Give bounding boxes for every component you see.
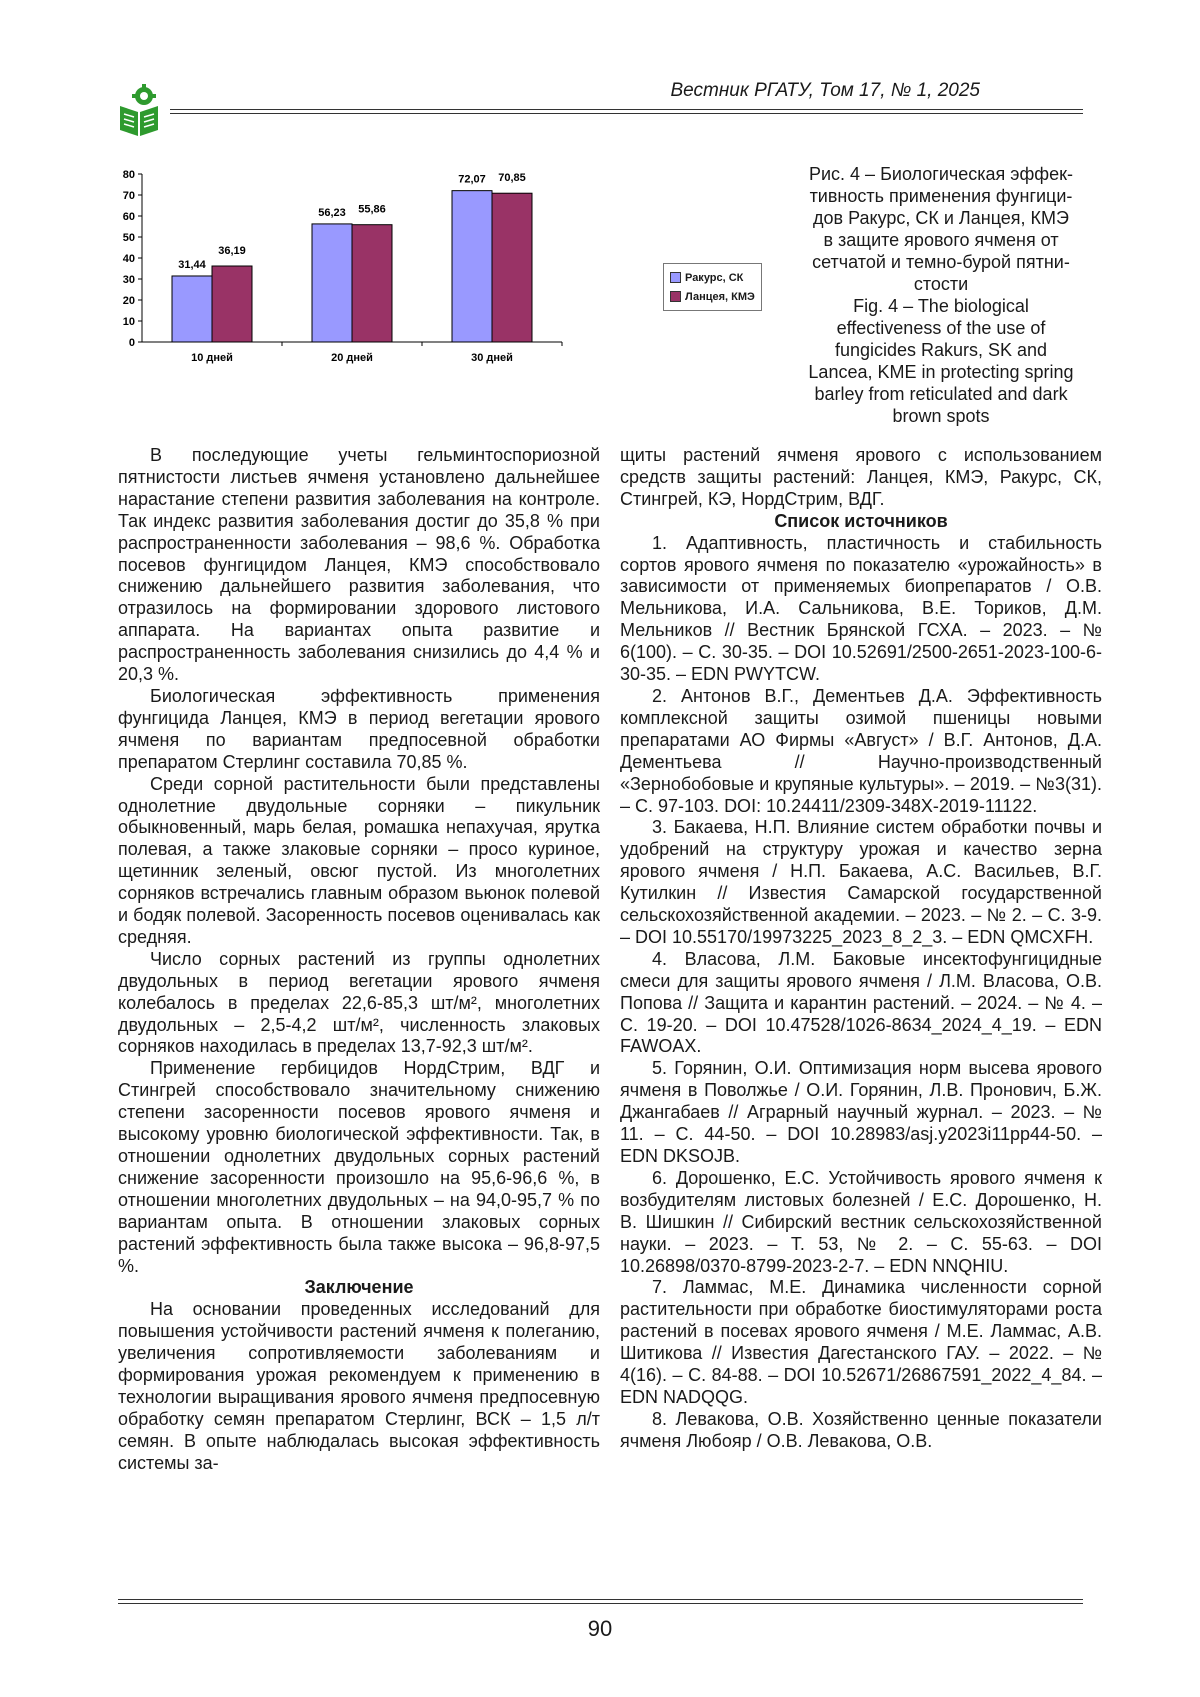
paragraph-continued: щиты растений ячменя ярового с использованием средств защиты растений: Ланцея, КМЭ, Ракурс, СК, Стингрей, КЭ, НордСтрим, ВДГ. xyxy=(620,445,1102,509)
data-label: 31,44 xyxy=(178,258,206,271)
caption-line: сетчатой и темно-бурой пятни- xyxy=(812,252,1070,272)
caption-line: fungicides Rakurs, SK and xyxy=(834,340,1048,360)
caption-line: стости xyxy=(913,274,969,294)
chart-legend xyxy=(663,263,762,311)
x-tick-label: 20 дней xyxy=(331,352,373,364)
legend-swatch xyxy=(670,291,681,302)
x-tick-label: 30 дней xyxy=(471,352,513,364)
bar xyxy=(172,276,212,342)
caption-line: Fig. 4 – The biological xyxy=(853,296,1029,316)
y-tick-label: 70 xyxy=(122,190,135,202)
legend-label: Ланцея, КМЭ xyxy=(685,290,755,303)
page-number: 90 xyxy=(587,1616,613,1641)
reference-item: 1. Адаптивность, пластичность и стабильность сортов ярового ячменя по показателю «урожайность» в зависимости от применяемых биопрепаратов / О.В. Мельникова, И.А. Сальникова, В.Е. Ториков, Д.М. Мельников // Вестник Брянской ГСХА. – 2023. – № 6(100). – С. 30-35. – DOI 10.52691/2500-2651-2023-100-6-30-35. – EDN PWYTCW. xyxy=(620,532,1102,685)
caption-line: дов Ракурс, СК и Ланцея, КМЭ xyxy=(813,208,1069,228)
bar xyxy=(492,193,532,342)
bar xyxy=(212,266,252,342)
conclusion-heading: Заключение xyxy=(304,1277,414,1298)
reference-item: 7. Ламмас, М.Е. Динамика численности сорной растительности при обработке биостимуляторами роста растений в посевах ярового ячменя / М.Е. Ламмас, А.В. Шитикова // Известия Дагестанского ГАУ. – 2022. – № 4(16). – С. 84-88. – DOI 10.52671/26867591_2022_4_84. – EDN NADQQG. xyxy=(620,1277,1102,1407)
reference-item: 4. Власова, Л.М. Баковые инсектофунгицидные смеси для защиты ярового ячменя / Л.М. Власова, О.В. Попова // Защита и карантин растений. – 2024. – № 4. – С. 19-20. – DOI 10.47528/1026-8634_2024_4_19. – EDN FAWOAX. xyxy=(620,948,1102,1057)
y-tick-label: 10 xyxy=(122,316,135,328)
y-tick-label: 30 xyxy=(122,274,135,286)
paragraph: Биологическая эффективность применения фунгицида Ланцея, КМЭ в период вегетации ярового ячменя по вариантам предпосевной обработки препаратом Стерлинг составила 70,85 %. xyxy=(118,685,600,772)
caption-ru xyxy=(782,163,1100,295)
reference-item: 2. Антонов В.Г., Дементьев Д.А. Эффективность комплексной защиты озимой пшеницы новыми препаратами АО Фирмы «Август» / В.Г. Антонов, Д.А. Дементьева // Научно-производственный «Зернобобовые и крупяные культуры». – 2019. – №3(31). – С. 97-103. DOI: 10.24411/2309-348X-2019-11122. xyxy=(620,685,1102,816)
y-tick-label: 0 xyxy=(128,337,135,349)
x-tick-label: 10 дней xyxy=(191,352,233,364)
right-column xyxy=(620,445,1102,1453)
figure-caption xyxy=(782,163,1100,427)
caption-line: тивность применения фунгици- xyxy=(809,186,1073,206)
legend-label: Ракурс, СК xyxy=(685,271,744,284)
y-tick-label: 80 xyxy=(122,169,135,181)
data-label: 55,86 xyxy=(358,203,386,216)
caption-line: barley from reticulated and dark xyxy=(814,384,1068,404)
reference-item: 8. Левакова, О.В. Хозяйственно ценные показатели ячменя Любояр / О.В. Левакова, О.В. xyxy=(620,1408,1102,1451)
legend-item xyxy=(670,287,755,306)
bar xyxy=(312,224,352,342)
y-tick-label: 20 xyxy=(122,295,135,307)
journal-header: Вестник РГАТУ, Том 17, № 1, 2025 xyxy=(670,80,980,101)
caption-line: Рис. 4 – Биологическая эффек- xyxy=(808,164,1073,184)
bar xyxy=(452,191,492,342)
caption-line: в защите ярового ячменя от xyxy=(823,230,1059,250)
data-label: 72,07 xyxy=(458,173,486,186)
header-rule xyxy=(170,109,1083,114)
conclusion-paragraph: На основании проведенных исследований для повышения устойчивости растений ячменя к полеганию, увеличения сопротивляемости заболеваниям и формирования урожая рекомендуем к применению в технологии выращивания ярового ячменя предпосевную обработку семян препаратом Стерлинг, ВСК – 1,5 л/т семян. В опыте наблюдалась высокая эффективность системы за- xyxy=(118,1299,600,1473)
y-tick-label: 60 xyxy=(122,211,135,223)
journal-logo-icon xyxy=(118,84,160,138)
references-heading: Список источников xyxy=(774,510,948,531)
reference-item: 6. Дорошенко, Е.С. Устойчивость ярового ячменя к возбудителям листовых болезней / Е.С. Дорошенко, Н. В. Шишкин // Сибирский вестник сельскохозяйственной науки. – 2023. – Т. 53, № 2. – С. 55-63. – DOI 10.26898/0370-8799-2023-2-7. – EDN NNQHIU. xyxy=(620,1167,1102,1276)
reference-item: 3. Бакаева, Н.П. Влияние систем обработки почвы и удобрений на структуру урожая и качество зерна ярового ячменя / Н.П. Бакаева, А.С. Васильев, В.Г. Кутилкин // Известия Самарской государственной сельскохозяйственной академии. – 2023. – № 2. – С. 3-9. – DOI 10.55170/19973225_2023_8_2_3. – EDN QMCXFH. xyxy=(620,817,1102,947)
paragraph: Число сорных растений из группы однолетних двудольных в период вегетации ярового ячменя колебалось в пределах 22,6-85,3 шт/м², многолетних двудольных – 2,5-4,2 шт/м², численность злаковых сорняков находилась в пределах 13,7-92,3 шт/м². xyxy=(118,948,600,1057)
caption-line: effectiveness of the use of xyxy=(836,318,1046,338)
paragraph: Применение гербицидов НордСтрим, ВДГ и Стингрей способствовало значительному снижению степени засоренности посевов ярового ячменя и высокому уровню биологической эффективности. Так, в отношении однолетних двудольных сорных растений снижение засоренности произошло на 95,6-96,6 %, в отношении многолетних двудольных – на 94,0-95,7 % по вариантам опыта. В отношении злаковых сорных растений эффективность была также высока – 96,8-97,5 %. xyxy=(118,1058,600,1276)
y-tick-label: 50 xyxy=(122,232,135,244)
data-label: 56,23 xyxy=(318,206,346,219)
reference-item: 5. Горянин, О.И. Оптимизация норм высева ярового ячменя в Поволжье / О.И. Горянин, Л.В. Пронович, Б.Ж. Джангабаев // Аграрный научный журнал. – 2023. – № 11. – С. 44-50. – DOI 10.28983/asj.y2023i11pp44-50. – EDN DKSOJB. xyxy=(620,1058,1102,1166)
left-column xyxy=(118,445,600,1475)
footer-rule xyxy=(118,1599,1083,1604)
bar-chart xyxy=(110,168,620,404)
data-label: 36,19 xyxy=(218,245,246,258)
paragraph: В последующие учеты гельминтоспориозной пятнистости листьев ячменя установлено дальнейшее нарастание степени развития заболевания на контроле. Так индекс развития заболевания достиг до 35,8 % при распространенности заболевания – 98,6 %. Обработка посевов фунгицидом Ланцея, КМЭ способствовало снижению дальнейшего развития заболевания, что отразилось на формировании здорового листового аппарата. На вариантах опыта развитие и распространенность заболевания снизились до 4,4 % и 20,3 %. xyxy=(118,445,600,685)
y-tick-label: 40 xyxy=(122,253,135,265)
legend-swatch xyxy=(670,272,681,283)
caption-en xyxy=(782,295,1100,427)
bar xyxy=(352,225,392,342)
legend-item xyxy=(670,268,755,287)
caption-line: Lancea, KME in protecting spring xyxy=(808,362,1074,382)
paragraph: Среди сорной растительности были представлены однолетние двудольные сорняки – пикульник обыкновенный, марь белая, ромашка непахучая, ярутка полевая, а также злаковые сорняки – просо куриное, щетинник зеленый, овсюг пустой. Из многолетних сорняков встречались главным образом вьюнок полевой и бодяк полевой. Засоренность посевов оценивалась как средняя. xyxy=(118,773,600,947)
data-label: 70,85 xyxy=(498,172,526,185)
caption-line: brown spots xyxy=(892,406,990,426)
